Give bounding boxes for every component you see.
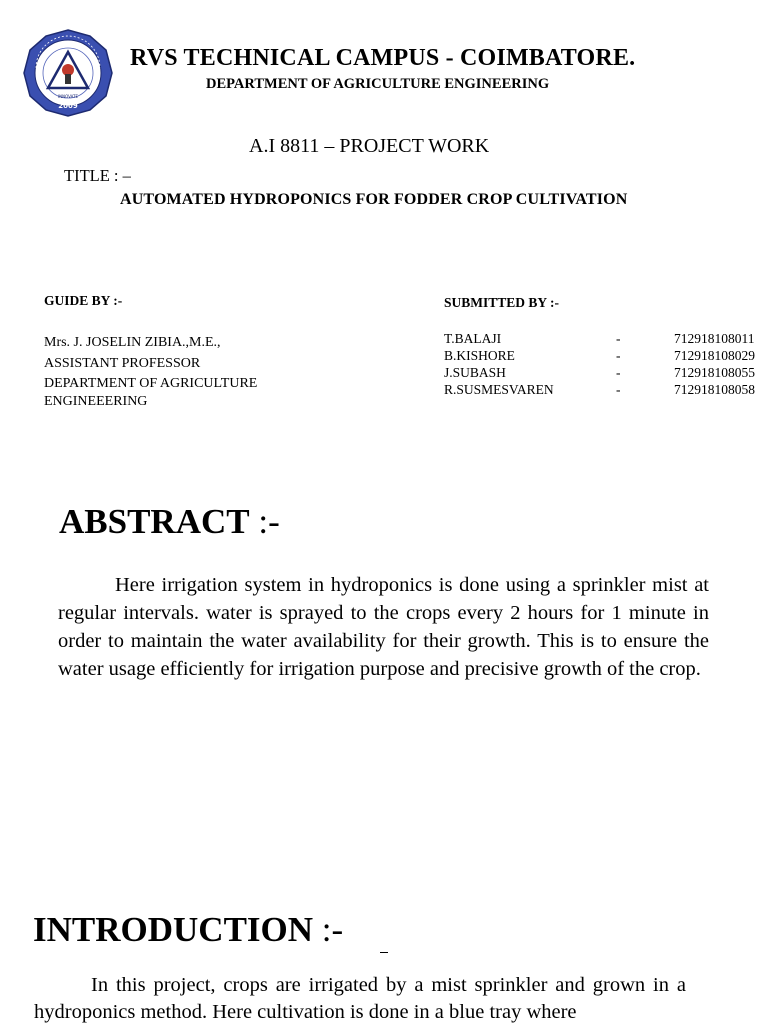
student-row [444, 331, 764, 348]
introduction-paragraph: In this project, crops are irrigated by a mist sprinkler and grown in a hydroponics method. Here cultivation is done in a blue tray where [34, 974, 686, 1023]
abstract-paragraph: Here irrigation system in hydroponics is done using a sprinkler mist at regular intervals. water is sprayed to the crops every 2 hours for 1 minute in order to maintain the water availability for their growth. This is to ensure the water usage efficiently for irrigation purpose and precisive growth of the crop. [58, 574, 709, 680]
project-title: AUTOMATED HYDROPONICS FOR FODDER CROP CULTIVATION [120, 191, 628, 208]
student-row [444, 348, 764, 365]
title-label: TITLE : – [64, 166, 131, 185]
register-number: 712918108011 [674, 331, 755, 346]
course-code: A.I 8811 – PROJECT WORK [249, 135, 490, 157]
register-number: 712918108058 [674, 382, 755, 397]
student-row [444, 365, 764, 382]
guide-designation: ASSISTANT PROFESSOR [44, 356, 201, 371]
guide-name: Mrs. J. JOSELIN ZIBIA.,M.E., [44, 335, 221, 350]
student-name: B.KISHORE [444, 348, 515, 363]
student-name: R.SUSMESVAREN [444, 382, 554, 397]
submitted-heading: SUBMITTED BY :- [444, 295, 560, 310]
student-row [444, 382, 764, 399]
seal-year: 2009 [58, 102, 78, 110]
introduction-heading: INTRODUCTION :- [33, 910, 344, 949]
student-name: J.SUBASH [444, 365, 506, 380]
college-seal-logo [22, 28, 114, 118]
separator: - [616, 348, 621, 363]
department-name: DEPARTMENT OF AGRICULTURE ENGINEERING [206, 76, 550, 92]
register-number: 712918108029 [674, 348, 755, 363]
guide-heading: GUIDE BY :- [44, 293, 123, 308]
student-name: T.BALAJI [444, 331, 502, 346]
separator: - [616, 365, 621, 380]
separator: - [616, 331, 621, 346]
guide-department-line1: DEPARTMENT OF AGRICULTURE [44, 376, 258, 391]
guide-department-line2: ENGINEEERING [44, 394, 148, 409]
stray-mark [380, 952, 388, 953]
register-number: 712918108055 [674, 365, 755, 380]
institution-name: RVS TECHNICAL CAMPUS - COIMBATORE. [130, 45, 636, 71]
separator: - [616, 382, 621, 397]
seal-motto: INNOVATE [57, 94, 79, 99]
abstract-heading: ABSTRACT :- [59, 502, 280, 541]
